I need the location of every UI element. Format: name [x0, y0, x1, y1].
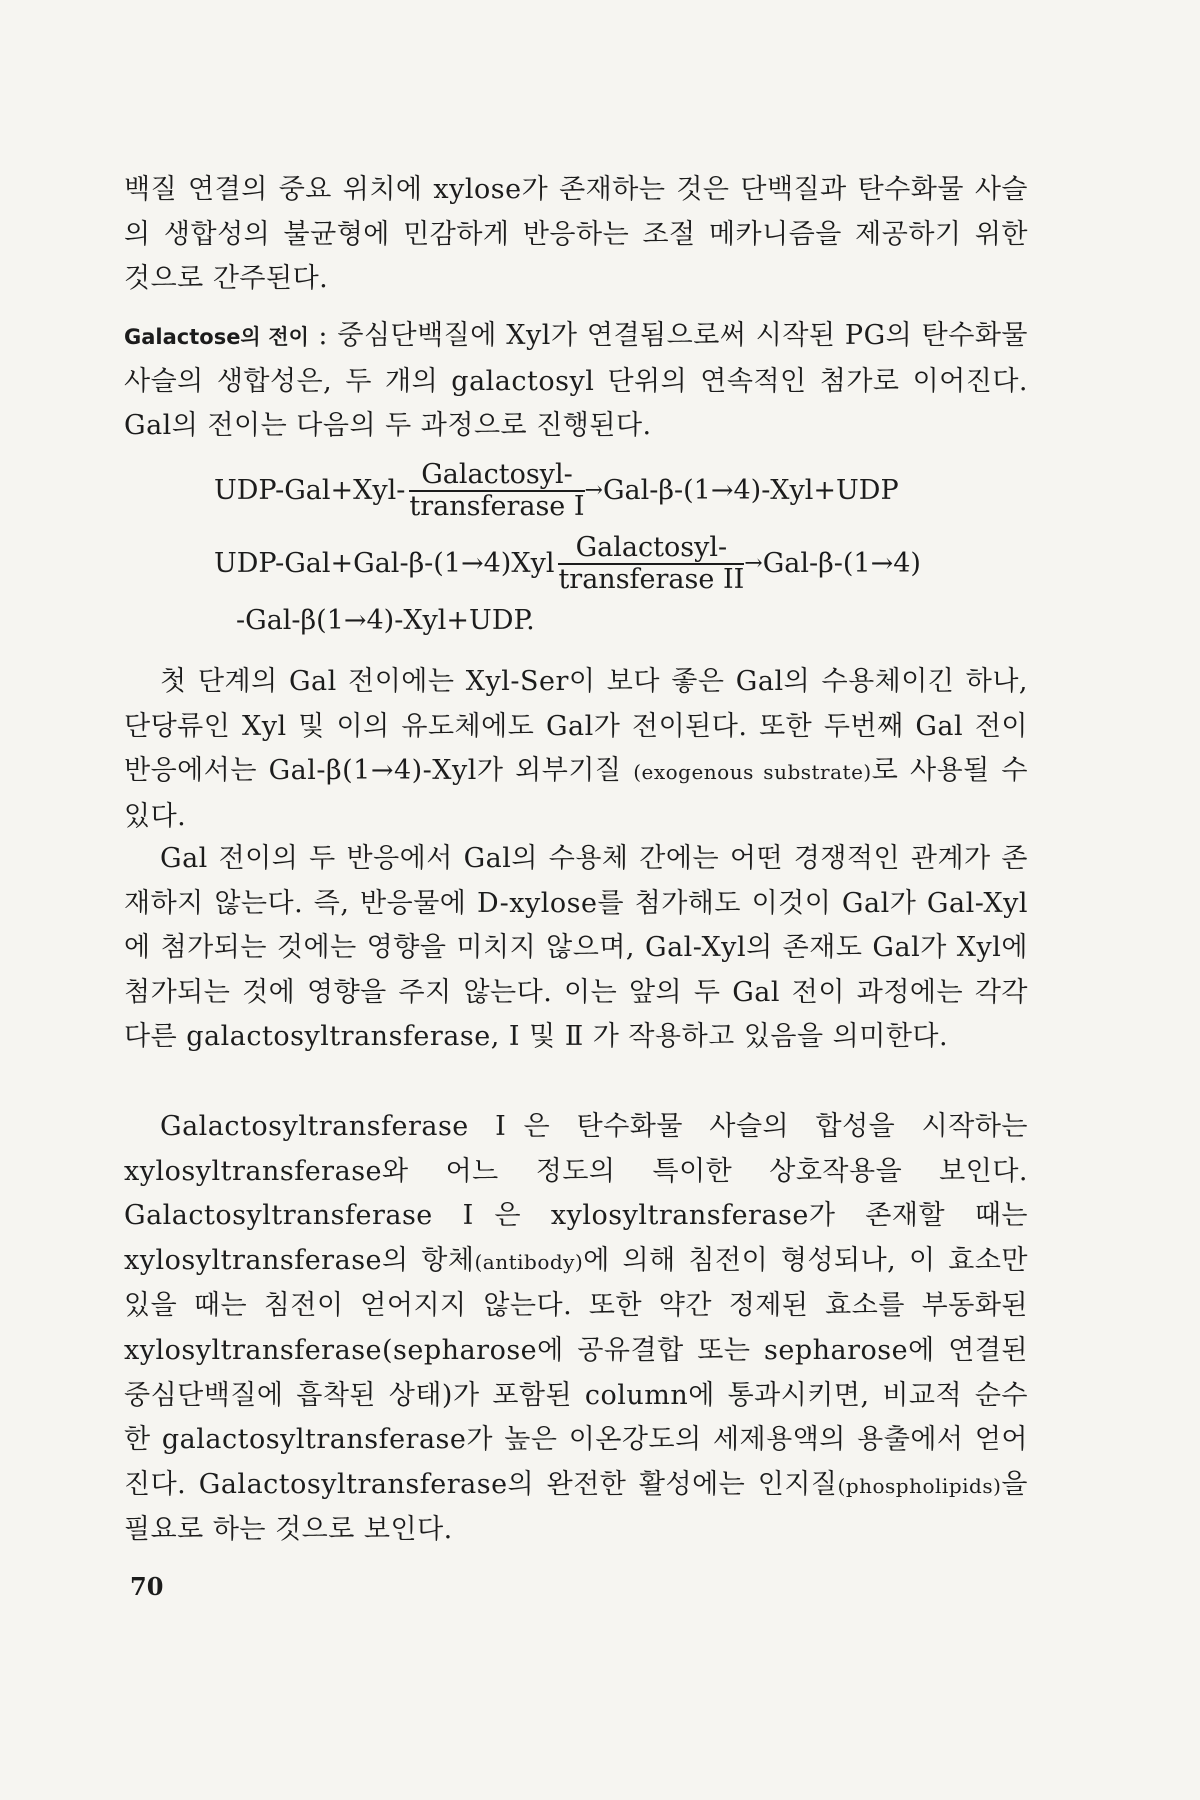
paragraph-galactosyltransferase-c: 을 필요로 하는 것으로 보인다. [124, 1468, 1028, 1546]
paragraph-first-step-text: 첫 단계의 Gal 전이에는 Xyl-Ser이 보다 좋은 Gal의 수용체이긴 하나, 단당류인 Xyl 및 이의 유도체에도 Gal가 전이된다. 또한 두번째 Gal 전이 반응에서는 Gal-β(1→4)-Xyl가 외부기질 [124, 666, 1028, 787]
equation-1-enzyme [409, 460, 584, 522]
equation-1-enzyme-bottom: transferase I [409, 490, 585, 522]
equation-2-reactants: UDP-Gal+Gal-β-(1→4)Xyl [214, 548, 555, 580]
paragraph-galactosyltransferase-b: 에 의해 침전이 형성되나, 이 효소만 있을 때는 침전이 얻어지지 않는다. 또한 약간 정제된 효소를 부동화된 xylosyltransferase(sepharose에 공유결합 또는 sepharose에 연결된 중심단백질에 흡착된 상태)가 포함된 column에 통과시키면, 비교적 순수한 galactosyltransferase가 높은 이온강도의 세제용액의 용출에서 얻어진다. Galactosyltransferase의 완전한 활성에는 인지질 [124, 1244, 1028, 1500]
paragraph-galactosyltransferase-a: Galactosyltransferase Ⅰ은 탄수화물 사슬의 합성을 시작하는 xylosyltransferase와 어느 정도의 특이한 상호작용을 보인다. Galactosyltransferase Ⅰ은 xylosyltransferase가 존재할 때는 xylosyltransferase의 항체 [124, 1111, 1028, 1276]
paragraph-galactose-transfer [124, 314, 1028, 449]
antibody-term: (antibody) [474, 1249, 584, 1274]
equation-1-reactants: UDP-Gal+Xyl- [214, 475, 406, 507]
paragraph-competition: Gal 전이의 두 반응에서 Gal의 수용체 간에는 어떤 경쟁적인 관계가 존재하지 않는다. 즉, 반응물에 D-xylose를 첨가해도 이것이 Gal가 Gal-Xyl에 첨가되는 것에는 영향을 미치지 않으며, Gal-Xyl의 존재도 Gal가 Xyl에 첨가되는 것에 영향을 주지 않는다. 이는 앞의 두 Gal 전이 과정에는 각각 다른 galactosyltransferase, Ⅰ 및 Ⅱ 가 작용하고 있음을 의미한다. [124, 843, 1028, 1053]
equation-1-enzyme-top: Galactosyl- [421, 459, 573, 490]
equation-2-enzyme-top: Galactosyl- [575, 532, 728, 563]
equation-2-enzyme-bottom: transferase II [558, 563, 745, 595]
paragraph-first-step-end: 로 사용될 수 있다. [124, 755, 1028, 832]
equation-2 [214, 533, 921, 595]
section-heading: Galactose의 전이 [124, 325, 309, 349]
paragraph-galactose-transfer-text: : 중심단백질에 Xyl가 연결됨으로써 시작된 PG의 탄수화물 사슬의 생합성은, 두 개의 galactosyl 단위의 연속적인 첨가로 이어진다. Gal의 전이는 다음의 두 과정으로 진행된다. [124, 320, 1028, 442]
equation-2-continued: -Gal-β(1→4)-Xyl+UDP. [236, 605, 535, 636]
paragraph-first-step [124, 660, 1028, 839]
phospholipids-term: (phospholipids) [837, 1473, 1002, 1498]
paragraph-galactosyltransferase [124, 1105, 1028, 1553]
equation-2-enzyme [558, 533, 744, 595]
arrow-right-icon: → [584, 478, 603, 504]
equation-1-products: Gal-β-(1→4)-Xyl+UDP [602, 475, 899, 507]
exogenous-substrate-term: (exogenous substrate) [633, 760, 872, 785]
arrow-right-icon: → [744, 551, 763, 577]
equation-1 [214, 460, 899, 522]
paragraph-continuation: 백질 연결의 중요 위치에 xylose가 존재하는 것은 단백질과 탄수화물 사슬의 생합성의 불균형에 민감하게 반응하는 조절 메카니즘을 제공하기 위한 것으로 간주된다. [124, 174, 1028, 295]
page-number: 70 [130, 1572, 164, 1601]
equation-2-products: Gal-β-(1→4) [762, 548, 921, 580]
